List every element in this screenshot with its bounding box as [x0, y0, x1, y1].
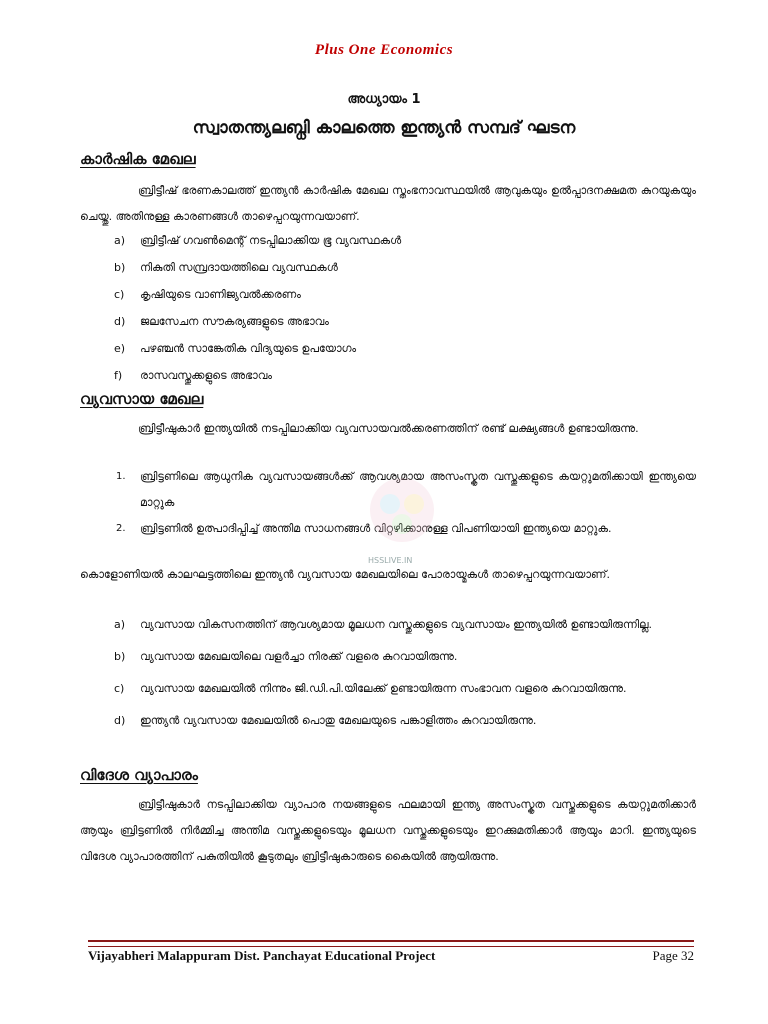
list-item: d) ജലസേചന സൗകര്യങ്ങളുടെ അഭാവം [114, 315, 329, 328]
hsslive-logo-icon [362, 470, 442, 550]
list-item: e) പഴഞ്ചൻ സാങ്കേതിക വിദ്യയുടെ ഉപയോഗം [114, 342, 357, 355]
list-item: 2. ബ്രിട്ടണിൽ ഉത്പാദിപ്പിച്ച് അന്തിമ സാധനങ്ങൾ വിറ്റഴിക്കാനുള്ള വിപണിയായി ഇന്ത്യയെ മാറ്റുക. [116, 522, 612, 535]
list-item: d) ഇന്ത്യൻ വ്യവസായ മേഖലയിൽ പൊതു മേഖലയുടെ പങ്കാളിത്തം കുറവായിരുന്നു. [114, 714, 537, 727]
industry-intro: ബ്രിട്ടീഷുകാർ ഇന്ത്യയിൽ നടപ്പിലാക്കിയ വ്യവസായവൽക്കരണത്തിന് രണ്ട് ലക്ഷ്യങ്ങൾ ഉണ്ടായിരുന്നു. [138, 422, 639, 435]
chapter-title: സ്വാതന്ത്യലബ്ധി കാലത്തെ ഇന്ത്യൻ സമ്പദ് ഘടന [192, 118, 576, 138]
list-item: f) രാസവസ്തുക്കളുടെ അഭാവം [114, 369, 272, 382]
agriculture-intro: ബ്രിട്ടീഷ് ഭരണകാലത്ത് ഇന്ത്യൻ കാർഷിക മേഖല സ്തംഭനാവസ്ഥയിൽ ആവുകയും ഉൽപ്പാദനക്ഷമത കുറയുകയും ചെയ്തു. അതിനുള്ള കാരണങ്ങൾ താഴെപ്പറയുന്നവയാണ്. [80, 184, 696, 223]
list-item: c) കൃഷിയുടെ വാണിജ്യവൽക്കരണം [114, 288, 301, 301]
industry-weakness-list [80, 612, 696, 734]
list-item: a) വ്യവസായ വികസനത്തിന് ആവശ്യമായ മൂലധന വസ്തുക്കളുടെ വ്യവസായം ഇന്ത്യയിൽ ഉണ്ടായിരുന്നില്ല. [114, 618, 653, 631]
list-item: b) നികുതി സമ്പ്രദായത്തിലെ വ്യവസ്ഥകൾ [114, 261, 338, 274]
footer-divider [88, 940, 694, 947]
list-item: 1. ബ്രിട്ടണിലെ ആധുനിക വ്യവസായങ്ങൾക്ക് ആവശ്യമായ അസംസ്കൃത വസ്തുക്കളുടെ കയറ്റുമതിക്കായി ഇന്ത്യയെ മാറ്റുക [116, 470, 696, 509]
list-item: b) വ്യവസായ മേഖലയിലെ വളർച്ചാ നിരക്ക് വളരെ കുറവായിരുന്നു. [114, 650, 458, 663]
page-number: Page 32 [652, 948, 694, 963]
watermark-text: HSSLIVE.IN [368, 556, 413, 565]
industry-weakness-intro: കൊളോണിയൽ കാലഘട്ടത്തിലെ ഇന്ത്യൻ വ്യവസായ മേഖലയിലെ പോരായ്മകൾ താഴെപ്പറയുന്നവയാണ്. [80, 568, 610, 581]
footer-project-name: Vijayabheri Malappuram Dist. Panchayat Educational Project [88, 948, 436, 963]
section-heading-foreign-trade: വിദേശ വ്യാപാരം [80, 766, 198, 784]
section-heading-agriculture: കാർഷിക മേഖല [80, 150, 196, 168]
foreign-trade-paragraph: ബ്രിട്ടീഷുകാർ നടപ്പിലാക്കിയ വ്യാപാര നയങ്ങളുടെ ഫലമായി ഇന്ത്യ അസംസ്കൃത വസ്തുക്കളുടെ കയറ്റുമതിക്കാർ ആയും ബ്രിട്ടണിൽ നിർമ്മിച്ച അന്തിമ വസ്തുക്കളുടെയും മൂലധന വസ്തുക്കളുടെയും ഇറക്കുമതിക്കാർ ആയും മാറി. ഇന്ത്യയുടെ വിദേശ വ്യാപാരത്തിന് പകുതിയിൽ കൂടുതലും ബ്രിട്ടീഷുകാരുടെ കൈയിൽ ആയിരുന്നു. [80, 798, 696, 863]
document-header: Plus One Economics [314, 42, 454, 58]
list-item: c) വ്യവസായ മേഖലയിൽ നിന്നും ജി.ഡി.പി.യിലേക്ക് ഉണ്ടായിരുന്ന സംഭാവന വളരെ കുറവായിരുന്നു. [114, 682, 627, 695]
section-heading-industry: വ്യവസായ മേഖല [80, 390, 204, 408]
list-item: a) ബ്രിട്ടീഷ് ഗവൺമെന്റ് നടപ്പിലാക്കിയ ഭൂ വ്യവസ്ഥകൾ [114, 234, 402, 247]
agriculture-reasons-list [80, 228, 696, 389]
chapter-number: അധ്യായം 1 [347, 92, 421, 107]
